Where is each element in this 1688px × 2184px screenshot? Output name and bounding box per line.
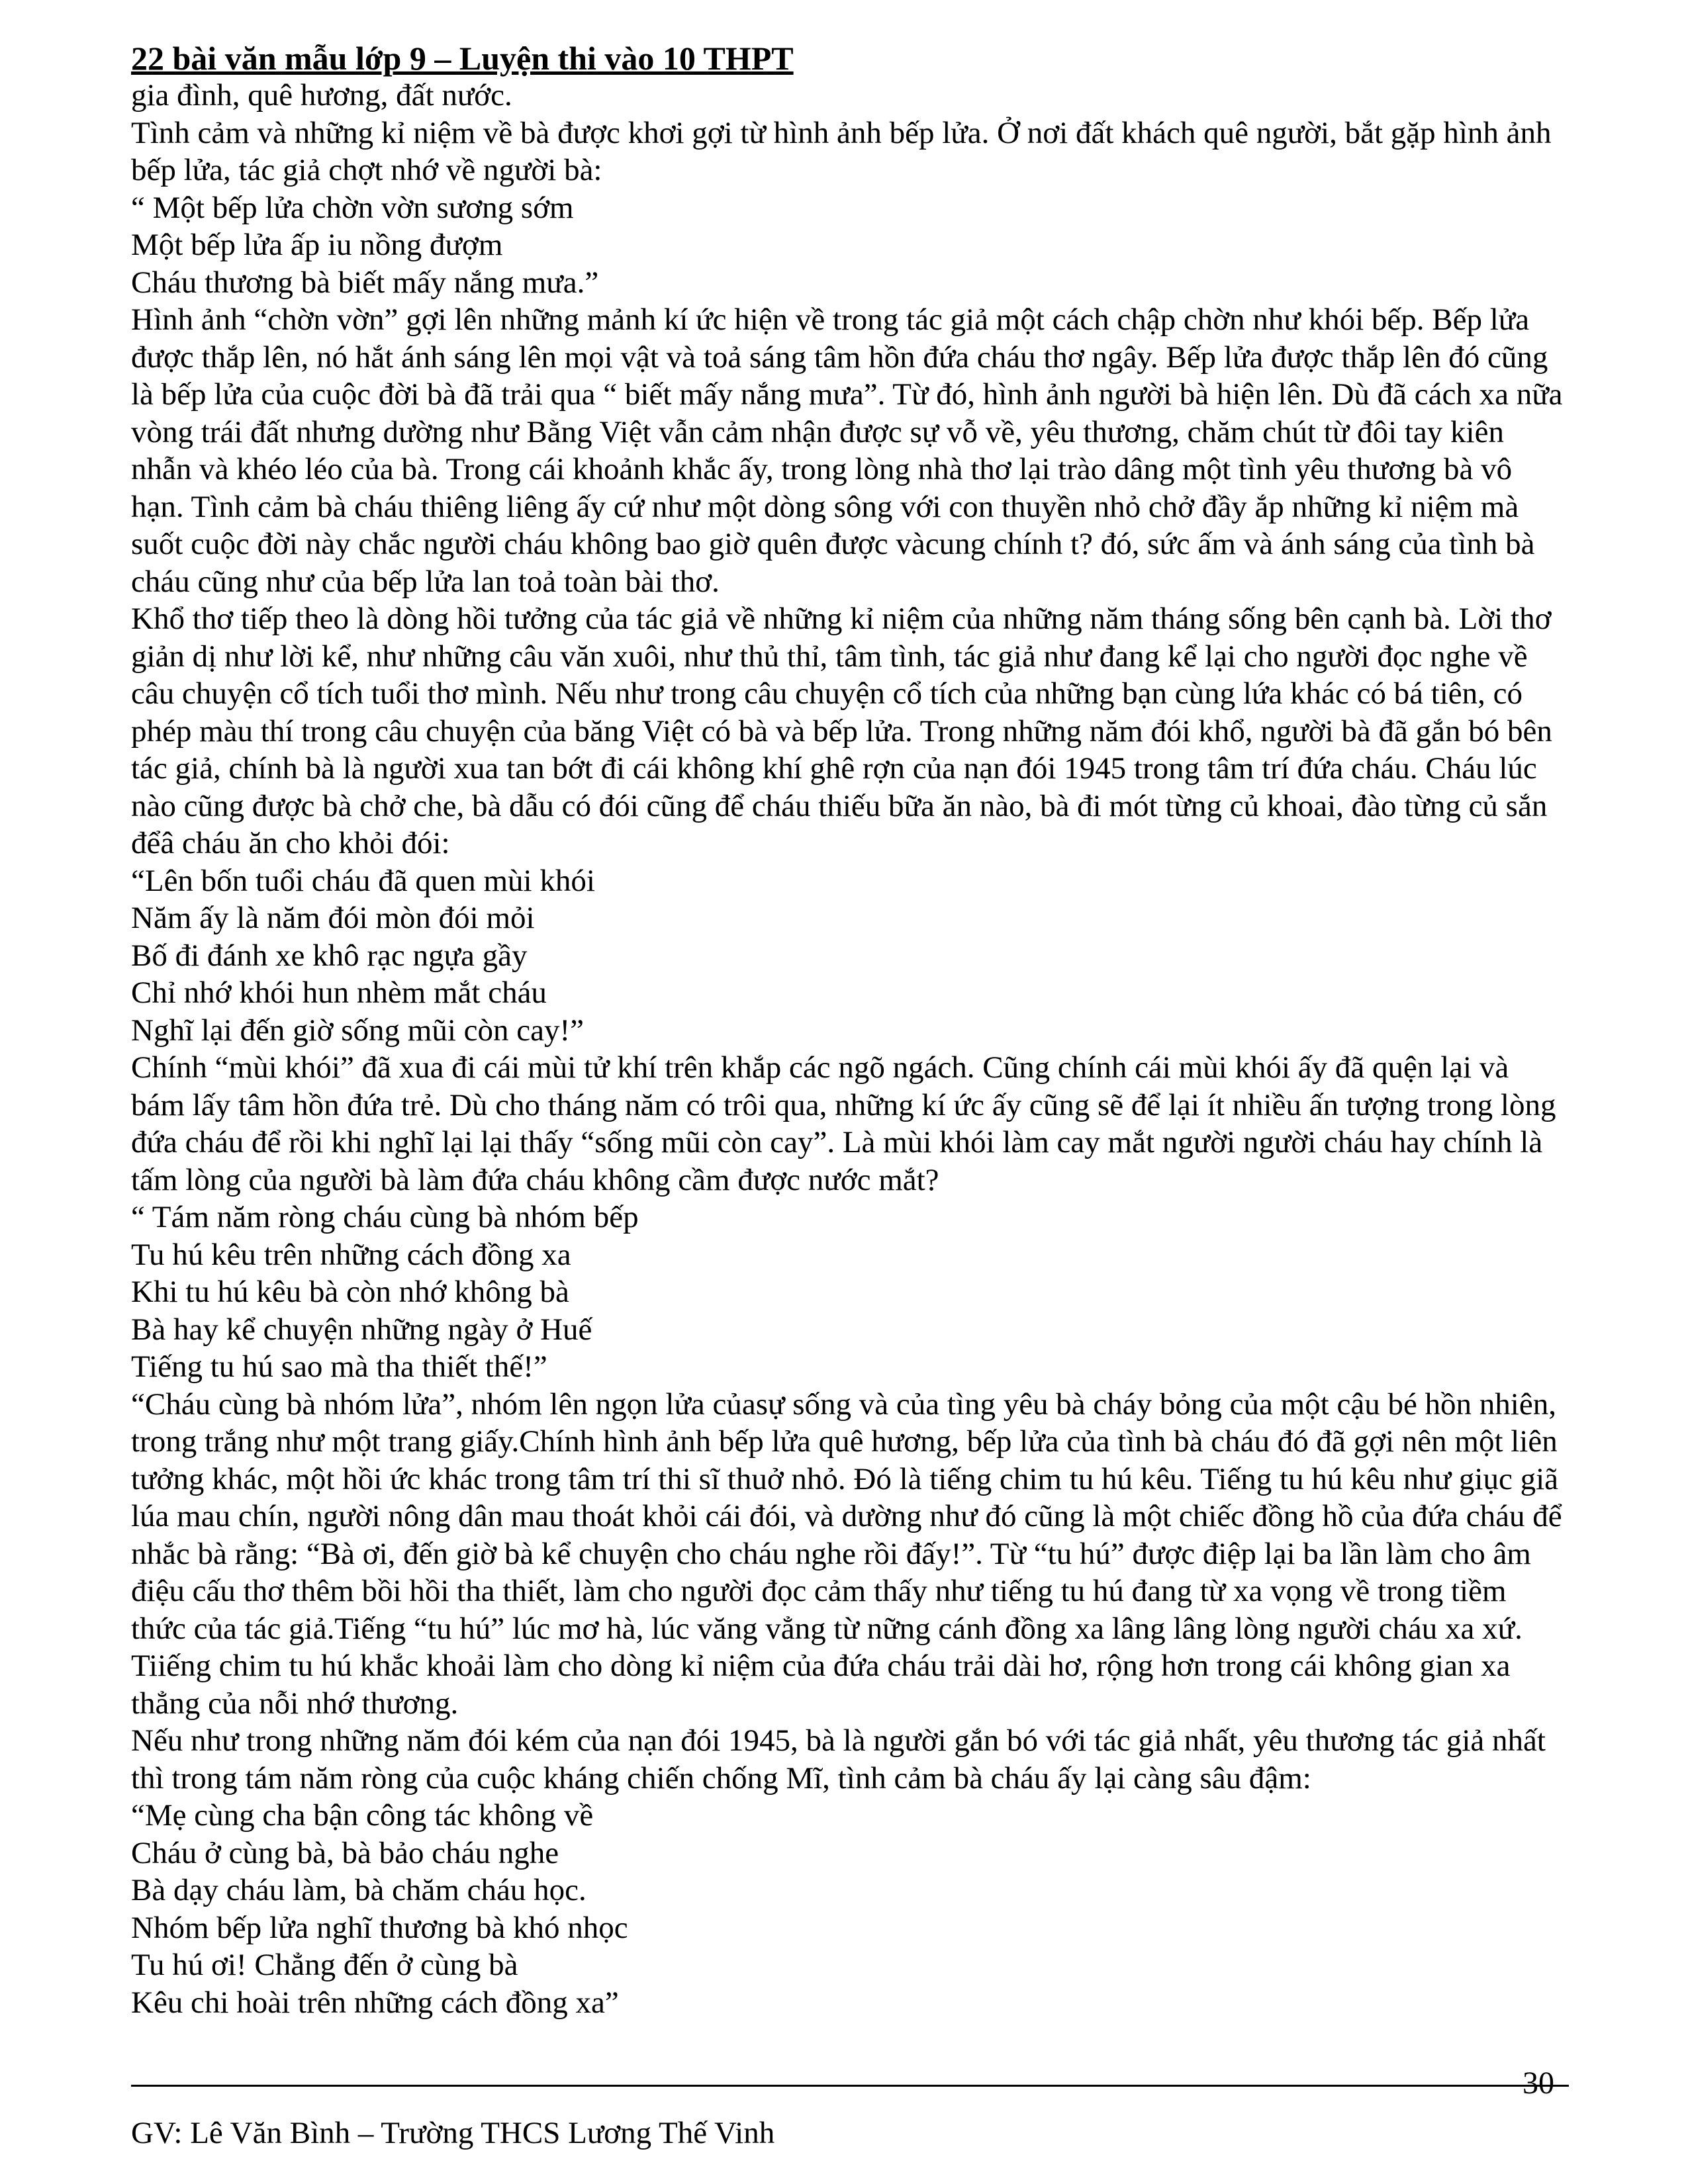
poem-line: “Mẹ cùng cha bận công tác không về	[131, 1798, 594, 1833]
poem-line: Bố đi đánh xe khô rạc ngựa gầy	[131, 938, 528, 973]
text-paragraph: Khổ thơ tiếp theo là dòng hồi tưởng của tác giả về những kỉ niệm của những năm tháng sống bên cạnh bà. Lời thơ giản dị như lời kể, như những câu văn xuôi, như thủ thỉ, tâm tình, tác giả như đang kể lại cho người đọc nghe về câu chuyện cổ tích tuổi thơ mình. Nếu như trong câu chuyện cổ tích của những bạn cùng lứa khác có bá tiên, có phép màu thí trong câu chuyện của băng Việt có bà và bếp lửa. Trong những năm đói khổ, người bà đã gắn bó bên tác giả, chính bà là người xua tan bớt đi cái không khí ghê rợn của nạn đói 1945 trong tâm trí đứa cháu. Cháu lúc nào cũng được bà chở che, bà dẫu có đói cũng để cháu thiếu bữa ăn nào, bà đi mót từng củ khoai, đào từng củ sắn đểâ cháu ăn cho khỏi đói:	[131, 602, 1552, 860]
poem-line: Nghĩ lại đến giờ sống mũi còn cay!”	[131, 1013, 585, 1048]
poem-line: Nhóm bếp lửa nghĩ thương bà khó nhọc	[131, 1910, 628, 1945]
poem-line: Kêu chi hoài trên những cách đồng xa”	[131, 1985, 619, 2020]
text-line: gia đình, quê hương, đất nước.	[131, 78, 512, 113]
poem-line: Năm ấy là năm đói mòn đói mỏi	[131, 901, 535, 935]
poem-line: Một bếp lửa ấp iu nồng đượm	[131, 228, 503, 262]
page-number: 30	[1523, 2066, 1554, 2101]
poem-line: “ Một bếp lửa chờn vờn sương sớm	[131, 190, 574, 225]
poem-line: Cháu thương bà biết mấy nắng mưa.”	[131, 265, 599, 300]
text-paragraph: Chính “mùi khói” đã xua đi cái mùi tử khí trên khắp các ngõ ngách. Cũng chính cái mùi khói ấy đã quện lại và bám lấy tâm hồn đứa trẻ. Dù cho tháng năm có trôi qua, những kí ức ấy cũng sẽ để lại ít nhiều ấn tượng trong lòng đứa cháu để rồi khi nghĩ lại lại thấy “sống mũi còn cay”. Là mùi khói làm cay mắt người người cháu hay chính là tấm lòng của người bà làm đứa cháu không cầm được nước mắt?	[131, 1050, 1556, 1197]
text-paragraph: Nếu như trong những năm đói kém của nạn đói 1945, bà là người gắn bó với tác giả nhất, yêu thương tác giả nhất thì trong tám năm ròng của cuộc kháng chiến chống Mĩ, tình cảm bà cháu ấy lại càng sâu đậm:	[131, 1723, 1546, 1796]
poem-line: Tu hú kêu trên những cách đồng xa	[131, 1237, 571, 1272]
poem-line: Khi tu hú kêu bà còn nhớ không bà	[131, 1275, 569, 1309]
page-content	[131, 40, 1568, 2021]
poem-line: Cháu ở cùng bà, bà bảo cháu nghe	[131, 1835, 559, 1870]
text-paragraph: Hình ảnh “chờn vờn” gợi lên những mảnh kí ức hiện về trong tác giả một cách chập chờn như khói bếp. Bếp lửa được thắp lên, nó hắt ánh sáng lên mọi vật và toả sáng tâm hồn đứa cháu thơ ngây. Bếp lửa được thắp lên đó cũng là bếp lửa của cuộc đời bà đã trải qua “ biết mấy nắng mưa”. Từ đó, hình ảnh người bà hiện lên. Dù đã cách xa nữa vòng trái đất nhưng dường như Bằng Việt vẫn cảm nhận được sự vỗ về, yêu thương, chăm chút từ đôi tay kiên nhẫn và khéo léo của bà. Trong cái khoảnh khắc ấy, trong lòng nhà thơ lại trào dâng một tình yêu thương bà vô hạn. Tình cảm bà cháu thiêng liêng ấy cứ như một dòng sông với con thuyền nhỏ chở đầy ắp những kỉ niệm mà suốt cuộc đời này chắc người cháu không bao giờ quên được vàcung chính t? đó, sức ấm và ánh sáng của tình bà cháu cũng như của bếp lửa lan toả toàn bài thơ.	[131, 302, 1563, 599]
document-header-title: 22 bài văn mẫu lớp 9 – Luyện thi vào 10 THPT	[131, 40, 794, 77]
poem-line: Tu hú ơi! Chẳng đến ở cùng bà	[131, 1948, 518, 1982]
poem-line: “ Tám năm ròng cháu cùng bà nhóm bếp	[131, 1200, 639, 1234]
text-paragraph: “Cháu cùng bà nhóm lửa”, nhóm lên ngọn lửa củasự sống và của tìng yêu bà cháy bỏng của một cậu bé hồn nhiên, trong trắng như một trang giấy.Chính hình ảnh bếp lửa quê hương, bếp lửa của tình bà cháu đó đã gợi nên một liên tưởng khác, một hồi ức khác trong tâm trí thi sĩ thuở nhỏ. Đó là tiếng chim tu hú kêu. Tiếng tu hú kêu như giục giã lúa mau chín, người nông dân mau thoát khỏi cái đói, và dường như đó cũng là một chiếc đồng hồ của đứa cháu để nhắc bà rằng: “Bà ơi, đến giờ bà kể chuyện cho cháu nghe rồi đấy!”. Từ “tu hú” được điệp lại ba lần làm cho âm điệu cấu thơ thêm bồi hồi tha thiết, làm cho người đọc cảm thấy như tiếng tu hú đang từ xa vọng về trong tiềm thức của tác giả.Tiếng “tu hú” lúc mơ hà, lúc văng vẳng từ nững cánh đồng xa lâng lâng lòng người cháu xa xứ. Tiiếng chim tu hú khắc khoải làm cho dòng kỉ niệm của đứa cháu trải dài hơ, rộng hơn trong cái không gian xa thẳng của nỗi nhớ thương.	[131, 1387, 1562, 1721]
poem-line: Tiếng tu hú sao mà tha thiết thế!”	[131, 1349, 547, 1384]
footer-divider	[131, 2085, 1569, 2087]
poem-line: Bà hay kể chuyện những ngày ở Huế	[131, 1312, 592, 1347]
document-body	[131, 77, 1568, 2021]
text-paragraph: Tình cảm và những kỉ niệm về bà được khơi gợi từ hình ảnh bếp lửa. Ở nơi đất khách quê người, bắt gặp hình ảnh bếp lửa, tác giả chợt nhớ về người bà:	[131, 115, 1552, 187]
footer-author: GV: Lê Văn Bình – Trường THCS Lương Thế Vinh	[131, 2116, 775, 2150]
poem-line: Chỉ nhớ khói hun nhèm mắt cháu	[131, 976, 547, 1010]
poem-line: Bà dạy cháu làm, bà chăm cháu học.	[131, 1873, 586, 1907]
poem-line: “Lên bốn tuổi cháu đã quen mùi khói	[131, 863, 595, 898]
